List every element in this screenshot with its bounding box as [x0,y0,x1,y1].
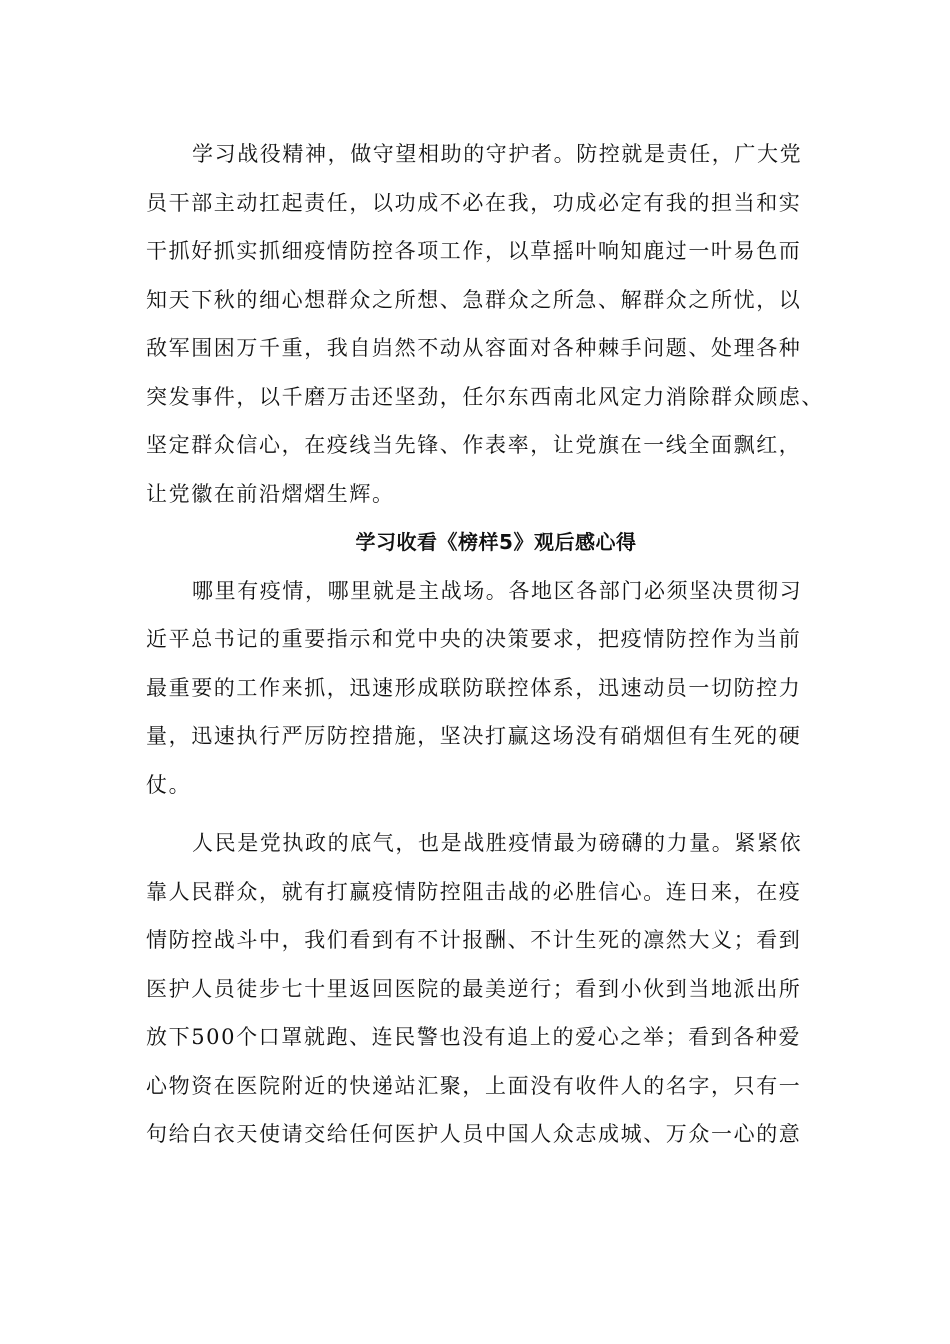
section-heading: 学习收看《榜样5》观后感心得 [355,530,637,554]
text-line: 人民是党执政的底气，也是战胜疫情最为磅礴的力量。紧紧依 [192,831,803,855]
text-line: 句给白衣天使请交给任何医护人员中国人众志成城、万众一心的意 [146,1122,802,1146]
text-line: 情防控战斗中，我们看到有不计报酬、不计生死的凛然大义；看到 [146,928,802,952]
text-line: 让党徽在前沿熠熠生辉。 [146,481,395,506]
text-line: 医护人员徒步七十里返回医院的最美逆行；看到小伙到当地派出所 [146,976,802,1001]
text-line: 近平总书记的重要指示和党中央的决策要求，把疫情防控作为当前 [146,627,802,651]
paragraph-2 [146,567,806,810]
text-line: 心物资在医院附近的快递站汇聚，上面没有收件人的名字，只有一 [146,1073,802,1098]
text-line: 最重要的工作来抓，迅速形成联防联控体系，迅速动员一切防控力 [146,675,802,700]
document-body [146,130,824,1159]
paragraph-1 [146,130,824,518]
text-line: 敌军围困万千重，我自岿然不动从容面对各种棘手问题、处理各种 [146,336,802,360]
text-line: 知天下秋的细心想群众之所想、急群众之所急、解群众之所忧，以 [146,287,802,312]
text-line: 量，迅速执行严厉防控措施，坚决打赢这场没有硝烟但有生死的硬 [146,724,802,748]
paragraph-spacing [146,809,806,819]
text-line: 员干部主动扛起责任，以功成不必在我，功成必定有我的担当和实 [146,190,802,215]
text-line: 干抓好抓实抓细疫情防控各项工作，以草摇叶响知鹿过一叶易色而 [146,239,802,263]
text-line: 突发事件，以千磨万击还坚劲，任尔东西南北风定力消除群众顾虑、 [146,384,824,409]
text-line: 坚定群众信心，在疫线当先锋、作表率，让党旗在一线全面飘红， [146,433,802,457]
paragraph-3 [146,819,806,1159]
text-line: 仗。 [146,772,192,797]
text-line: 哪里有疫情，哪里就是主战场。各地区各部门必须坚决贯彻习 [192,578,803,603]
text-line: 放下500个口罩就跑、连民警也没有追上的爱心之举；看到各种爱 [146,1025,802,1049]
text-line: 学习战役精神，做守望相助的守护者。防控就是责任，广大党 [192,142,803,166]
text-line: 靠人民群众，就有打赢疫情防控阻击战的必胜信心。连日来，在疫 [146,879,802,904]
